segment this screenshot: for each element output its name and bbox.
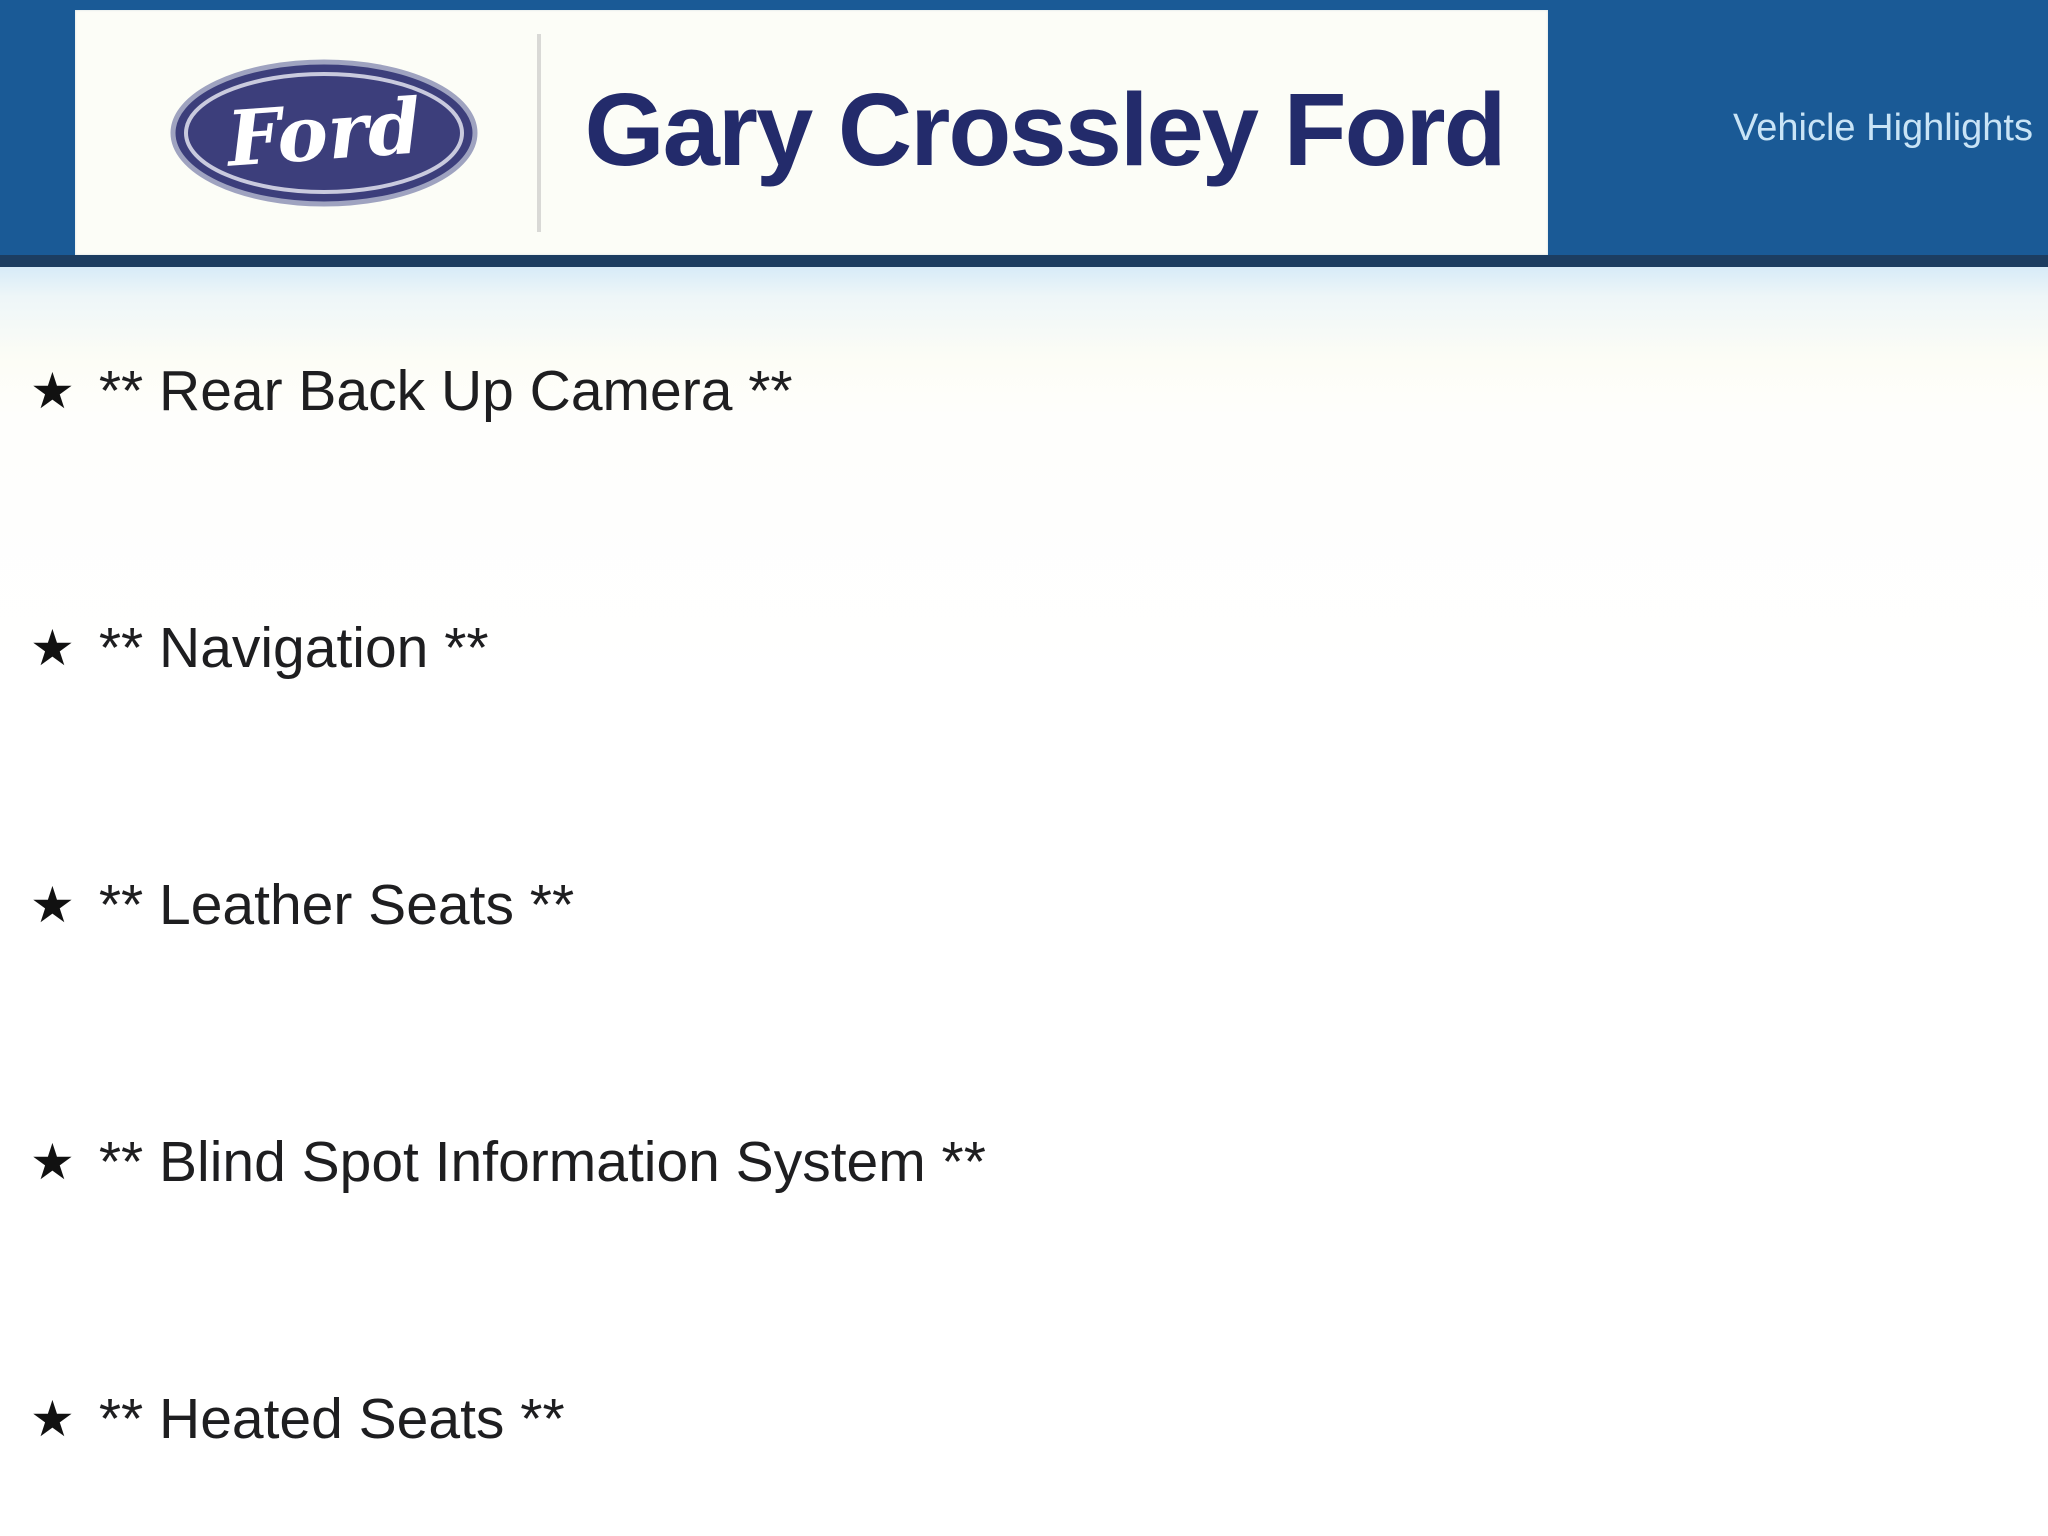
ford-logo-text: Ford [224, 80, 424, 184]
dealer-name: Gary Crossley Ford [584, 71, 1505, 187]
highlight-item [30, 612, 2048, 684]
ford-logo-wrap [75, 59, 537, 207]
star-bullet-icon: ★ [30, 1391, 75, 1447]
highlight-item [30, 1383, 2048, 1455]
highlight-label: ** Leather Seats ** [98, 873, 575, 937]
highlight-label: ** Navigation ** [98, 616, 489, 680]
highlight-item [30, 869, 2048, 941]
highlight-item [30, 1126, 2048, 1198]
header-border-line [0, 255, 2048, 267]
star-bullet-icon: ★ [30, 877, 75, 933]
page-title: Vehicle Highlights [1733, 107, 2033, 149]
highlight-label: ** Heated Seats ** [98, 1387, 565, 1451]
dealer-logo-box [75, 10, 1548, 255]
highlights-list [30, 355, 2048, 1455]
highlight-label: ** Rear Back Up Camera ** [98, 359, 793, 423]
star-bullet-icon: ★ [30, 620, 75, 676]
highlight-label: ** Blind Spot Information System ** [98, 1130, 986, 1194]
star-bullet-icon: ★ [30, 1134, 75, 1190]
ford-logo-icon [170, 59, 478, 207]
content [0, 267, 2048, 1536]
highlight-item [30, 355, 2048, 427]
header [0, 0, 2048, 267]
star-bullet-icon: ★ [30, 363, 75, 419]
